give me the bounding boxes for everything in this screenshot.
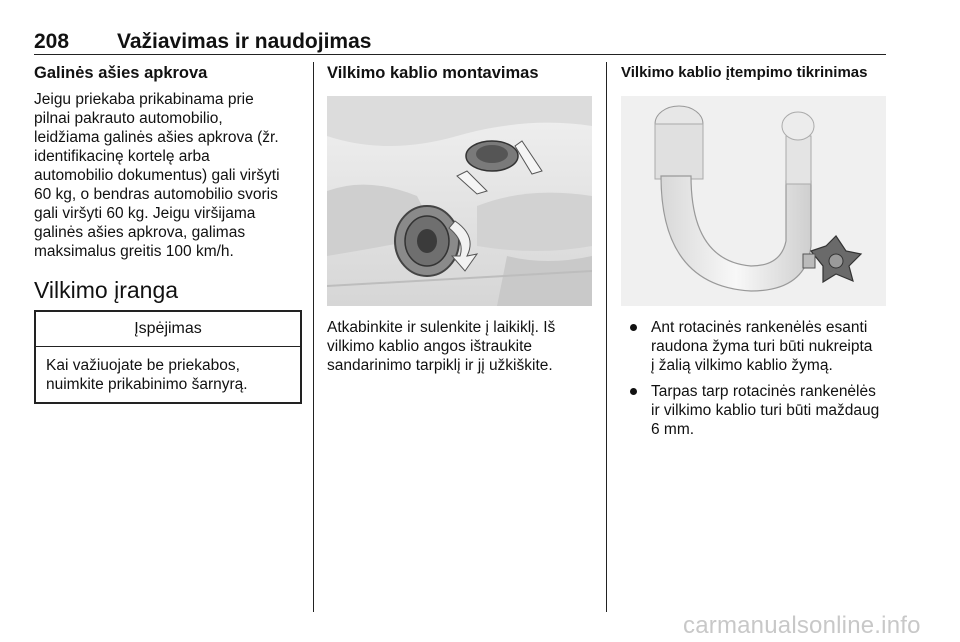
bullet-icon (630, 324, 637, 331)
rear-axle-paragraph (34, 90, 302, 261)
text-line: sandarinimo tarpiklį ir jį užkiškite. (327, 357, 553, 374)
towing-equipment-heading: Vilkimo įranga (34, 277, 179, 303)
text-line: Tarpas tarp rotacinės rankenėlės (651, 383, 876, 400)
text-line: gali viršyti 60 kg. Jeigu viršijama (34, 205, 256, 222)
text-line: 6 mm. (651, 421, 695, 438)
text-line: į žalią vilkimo kablio žymą. (651, 357, 833, 374)
section-title: Važiavimas ir naudojimas (117, 30, 372, 53)
warning-title: Įspėjimas (36, 312, 300, 347)
text-line: leidžiama galinės ašies apkrova (žr. (34, 129, 279, 146)
warning-box (34, 310, 302, 404)
text-line: Ant rotacinės rankenėlės esanti (651, 319, 868, 336)
text-line: Kai važiuojate be priekabos, (46, 357, 240, 374)
text-line: 60 kg, o bendras automobilio svoris (34, 186, 278, 203)
watermark: carmanualsonline.info (683, 612, 921, 639)
text-line: pilnai pakrauto automobilio, (34, 110, 223, 127)
text-line: nuimkite prikabinimo šarnyrą. (46, 376, 248, 393)
text-line: maksimalus greitis 100 km/h. (34, 243, 234, 260)
text-line: raudona žyma turi būti nukreipta (651, 338, 873, 355)
text-line: Jeigu priekaba prikabinama prie (34, 91, 254, 108)
text-line: Atkabinkite ir sulenkite į laikiklį. Iš (327, 319, 556, 336)
text-line: galinės ašies apkrova, galimas (34, 224, 246, 241)
towbar-installation-illustration (327, 96, 592, 306)
column-divider-2 (606, 62, 607, 612)
column-1 (34, 62, 302, 412)
column-divider-1 (313, 62, 314, 612)
page-header (34, 30, 886, 54)
column-3 (621, 62, 886, 84)
installation-text (327, 318, 595, 375)
warning-body (36, 347, 300, 394)
list-item (621, 318, 891, 375)
page-number: 208 (34, 30, 70, 53)
list-item (621, 382, 891, 439)
text-line: vilkimo kablio angos ištraukite (327, 338, 533, 355)
installation-heading: Vilkimo kablio montavimas (327, 64, 539, 82)
tension-check-list (621, 318, 891, 446)
tension-check-heading: Vilkimo kablio įtempimo tikrinimas (621, 64, 868, 81)
text-line: ir vilkimo kablio turi būti maždaug (651, 402, 880, 419)
header-rule (34, 54, 886, 55)
bullet-icon (630, 388, 637, 395)
towbar-hook-illustration (621, 96, 886, 306)
text-line: automobilio dokumentus) gali viršyti (34, 167, 280, 184)
rear-axle-heading: Galinės ašies apkrova (34, 64, 208, 82)
text-line: identifikacinę kortelę arba (34, 148, 210, 165)
